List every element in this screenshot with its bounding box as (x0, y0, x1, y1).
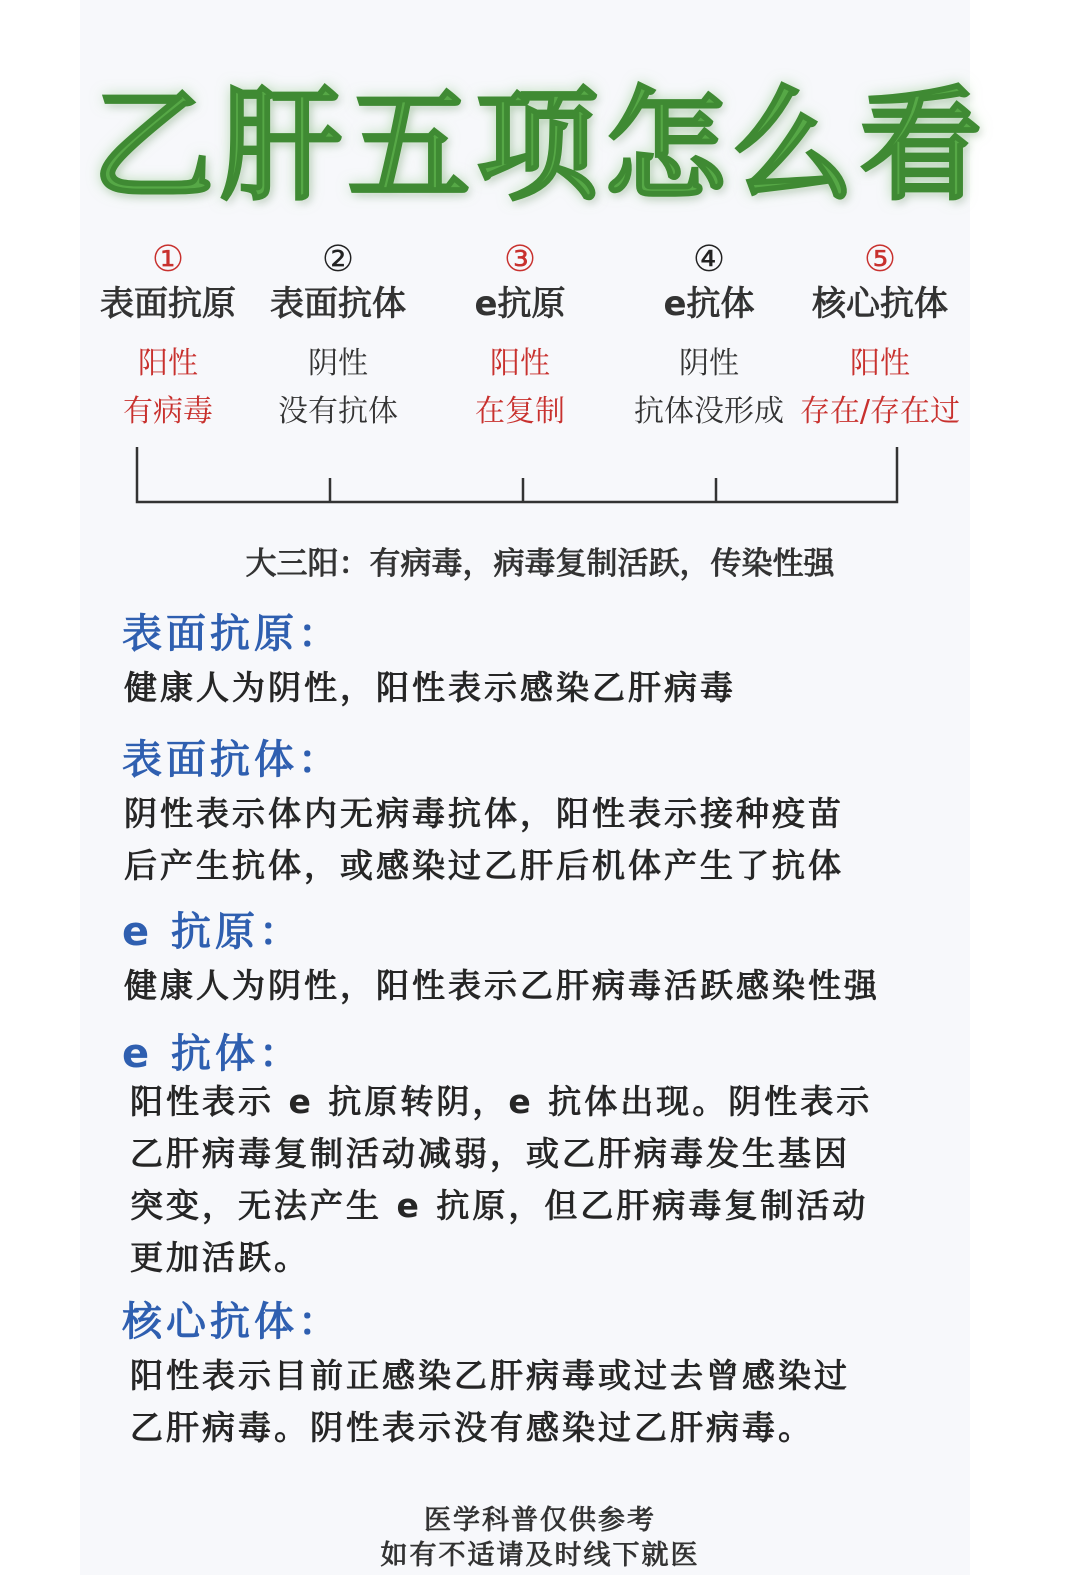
section-text: 阴性表示体内无病毒抗体，阳性表示接种疫苗 (124, 794, 844, 833)
marker-number: ⑤ (863, 239, 897, 280)
marker-result: 阳性 (138, 346, 198, 381)
section-text: 阳性表示 e 抗原转阴，e 抗体出现。阴性表示 (130, 1082, 873, 1121)
section-text: 更加活跃。 (130, 1238, 310, 1277)
marker-meaning: 存在/存在过 (799, 394, 961, 429)
section-heading-surface-antibody: 表面抗体： (122, 737, 342, 783)
summary-text: 大三阳：有病毒，病毒复制活跃，传染性强 (245, 546, 835, 582)
marker-meaning: 在复制 (475, 394, 565, 429)
marker-number: ② (321, 239, 355, 280)
footer-disclaimer: 医学科普仅供参考 (424, 1505, 656, 1536)
section-text: 乙肝病毒。阴性表示没有感染过乙肝病毒。 (130, 1408, 814, 1447)
marker-number: ④ (692, 239, 726, 280)
section-text: 健康人为阴性，阳性表示乙肝病毒活跃感染性强 (124, 966, 880, 1005)
marker-meaning: 有病毒 (123, 394, 213, 429)
section-text: 后产生抗体，或感染过乙肝后机体产生了抗体 (124, 846, 844, 885)
section-heading-core-antibody: 核心抗体： (122, 1299, 342, 1345)
marker-number: ① (151, 239, 185, 280)
marker-name: 表面抗体 (270, 284, 406, 324)
section-text: 阳性表示目前正感染乙肝病毒或过去曾感染过 (130, 1356, 850, 1395)
section-heading-surface-antigen: 表面抗原： (122, 611, 342, 657)
section-text: 健康人为阴性，阳性表示感染乙肝病毒 (124, 668, 736, 707)
footer-advice: 如有不适请及时线下就医 (380, 1540, 700, 1571)
marker-name: e抗体 (663, 284, 755, 324)
grouping-bracket (0, 0, 1080, 520)
marker-name: 表面抗原 (100, 284, 236, 324)
marker-result: 阳性 (850, 346, 910, 381)
marker-result: 阳性 (490, 346, 550, 381)
marker-number: ③ (503, 239, 537, 280)
section-heading-e-antigen: e 抗原： (122, 909, 304, 955)
marker-result: 阴性 (308, 346, 368, 381)
section-text: 乙肝病毒复制活动减弱，或乙肝病毒发生基因 (130, 1134, 850, 1173)
page-title: 乙肝五项怎么看 (92, 75, 988, 217)
marker-name: e抗原 (474, 284, 566, 324)
marker-result: 阴性 (679, 346, 739, 381)
section-text: 突变，无法产生 e 抗原，但乙肝病毒复制活动 (130, 1186, 869, 1225)
marker-name: 核心抗体 (812, 284, 948, 324)
section-heading-e-antibody: e 抗体： (122, 1031, 304, 1077)
marker-meaning: 没有抗体 (278, 394, 398, 429)
marker-meaning: 抗体没形成 (634, 394, 784, 429)
